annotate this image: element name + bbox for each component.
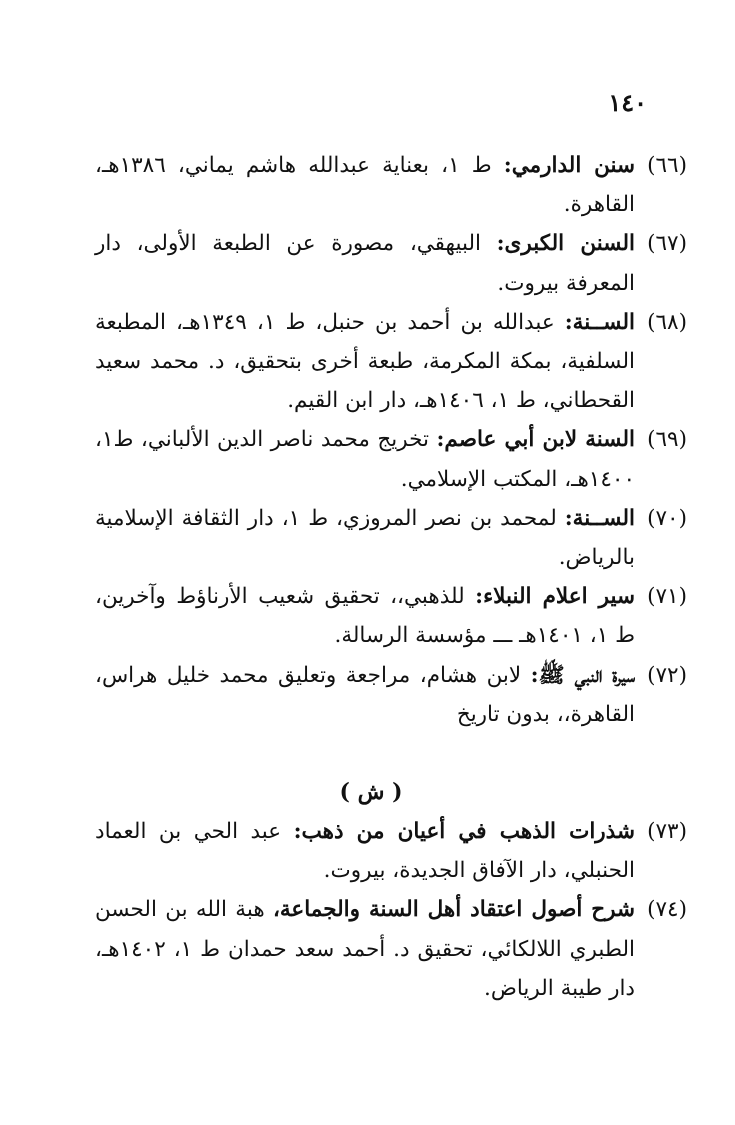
entry-text: هبة الله بن الحسن الطبري اللالكائي، تحقيق د. أحمد سعد حمدان ط ١، ١٤٠٢هـ، دار طيبة الرياض. bbox=[95, 897, 635, 1001]
entry-title: شذرات الذهب في أعيان من ذهب: bbox=[293, 819, 635, 845]
entry-title: شرح أصول اعتقاد أهل السنة والجماعة، bbox=[272, 897, 635, 923]
bibliography-entry bbox=[95, 577, 687, 655]
entry-number: (٦٨) bbox=[647, 309, 687, 335]
entry-text: تخريج محمد ناصر الدين الألباني، ط١، ١٤٠٠هـ، المكتب الإسلامي. bbox=[95, 427, 635, 492]
entry-text: عبدالله بن أحمد بن حنبل، ط ١، ١٣٤٩هـ، المطبعة السلفية، بمكة المكرمة، طبعة أخرى بتحقيق، د. محمد سعيد القحطاني، ط ١، ١٤٠٦هـ، دار ابن القيم. bbox=[95, 309, 635, 414]
bibliography-entry bbox=[95, 420, 687, 498]
bibliography-entry bbox=[95, 656, 687, 734]
bibliography-entry bbox=[95, 146, 687, 224]
entry-number: (٧٢) bbox=[647, 662, 687, 688]
entry-title: السنة لابن أبي عاصم: bbox=[436, 427, 635, 453]
entry-text: لابن هشام، مراجعة وتعليق محمد خليل هراس، القاهرة،، بدون تاريخ bbox=[95, 662, 635, 727]
entry-text: لمحمد بن نصر المروزي، ط ١، دار الثقافة الإسلامية بالرياض. bbox=[95, 505, 635, 571]
bibliography-list bbox=[95, 146, 687, 1008]
section-heading: ( ش ) bbox=[339, 779, 403, 806]
bibliography-entry bbox=[95, 890, 687, 1008]
entry-number: (٦٩) bbox=[647, 427, 687, 453]
entry-number: (٦٦) bbox=[647, 153, 687, 178]
entry-number: (٦٧) bbox=[647, 231, 687, 257]
entry-text: ط ١، بعناية عبدالله هاشم يماني، ١٣٨٦هـ، القاهرة. bbox=[95, 153, 635, 218]
entry-text: البيهقي، مصورة عن الطبعة الأولى، دار المعرفة بيروت. bbox=[95, 231, 635, 296]
entry-text: للذهبي،، تحقيق شعيب الأرناؤط وآخرين، ط ١، ١٤٠١هـ ـــ مؤسسة الرسالة. bbox=[95, 584, 635, 649]
entry-title: سيرة النبي ﷺ: bbox=[530, 662, 636, 688]
entry-number: (٧١) bbox=[647, 584, 687, 610]
entry-title: سير اعلام النبلاء: bbox=[475, 584, 636, 610]
entry-title: سنن الدارمي: bbox=[503, 153, 635, 178]
entry-title: السنن الكبرى: bbox=[496, 231, 635, 257]
bibliography-entry bbox=[95, 812, 687, 890]
entry-number: (٧٣) bbox=[647, 819, 687, 845]
entry-number: (٧٤) bbox=[647, 897, 687, 923]
bibliography-entry bbox=[95, 303, 687, 421]
entry-number: (٧٠) bbox=[647, 505, 687, 531]
page-number: ١٤٠ bbox=[608, 88, 647, 117]
bibliography-entry bbox=[95, 224, 687, 302]
entry-title: الســنة: bbox=[564, 505, 635, 531]
bibliography-entry bbox=[95, 499, 687, 577]
entry-text: عبد الحي بن العماد الحنبلي، دار الآفاق الجديدة، بيروت. bbox=[95, 819, 635, 884]
entry-title: الســنة: bbox=[564, 309, 635, 335]
